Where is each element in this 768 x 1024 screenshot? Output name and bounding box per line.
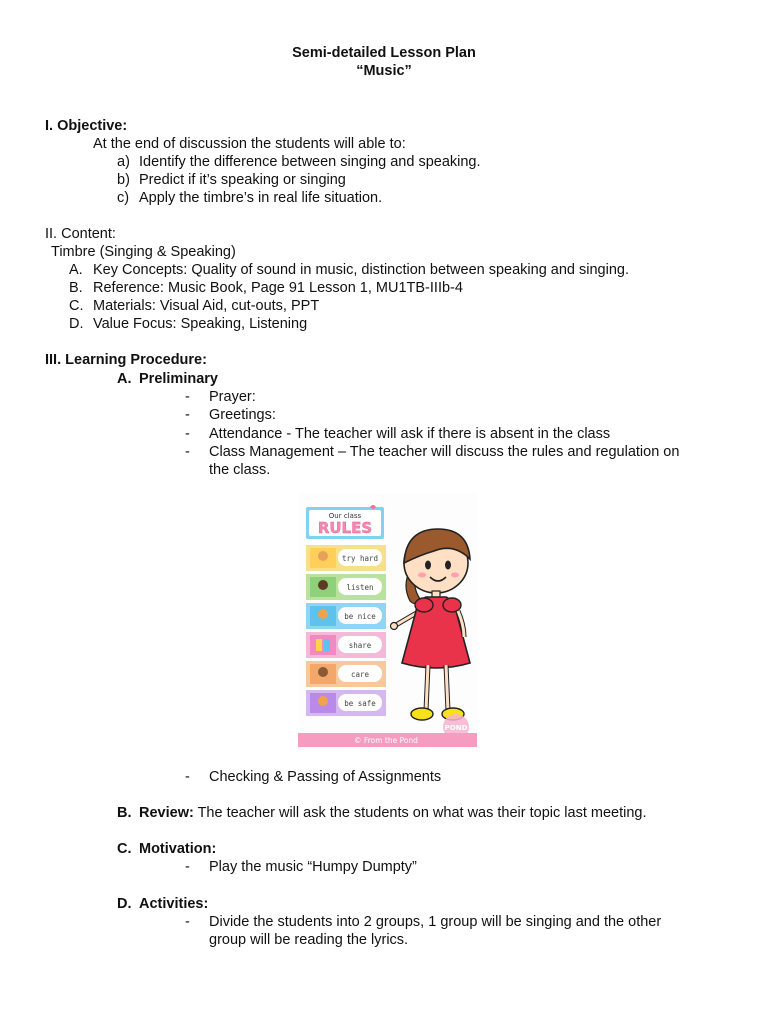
motivation-heading: C. Motivation: — [117, 841, 217, 857]
rule-label: share — [348, 641, 372, 650]
activities-heading: D. Activities: — [117, 896, 209, 912]
content-topic: Timbre (Singing & Speaking) — [51, 244, 236, 260]
girl-illustration — [391, 529, 471, 720]
preliminary-heading: A. Preliminary — [117, 371, 218, 387]
rule-label: listen — [346, 583, 374, 592]
document-title: Semi-detailed Lesson Plan — [292, 45, 476, 61]
preliminary-bullet-continued: the class. — [209, 462, 271, 478]
bullet-dash: - — [185, 426, 190, 442]
rules-header-small: Our class — [328, 512, 362, 520]
preliminary-bullet: Prayer: — [209, 389, 256, 405]
rule-row — [306, 545, 386, 571]
objective-intro: At the end of discussion the students will able to: — [93, 136, 406, 152]
preliminary-bullet: Greetings: — [209, 407, 276, 423]
document-subtitle: “Music” — [356, 63, 412, 79]
content-item: A. Key Concepts: Quality of sound in music, distinction between speaking and singing. — [69, 262, 630, 278]
bullet-dash: - — [185, 444, 190, 460]
preliminary-bullet: Attendance - The teacher will ask if there is absent in the class — [209, 426, 611, 442]
rule-row — [306, 603, 386, 629]
activities-bullet-continued: group will be reading the lyrics. — [209, 932, 409, 948]
rule-row — [306, 632, 386, 658]
credit-text: © From the Pond — [354, 736, 418, 745]
motivation-bullet: Play the music “Humpy Dumpty” — [209, 859, 417, 875]
objective-heading: I. Objective: — [45, 118, 128, 134]
content-item: B. Reference: Music Book, Page 91 Lesson 1, MU1TB-IIIb-4 — [69, 280, 463, 296]
review-item: B. Review: The teacher will ask the students on what was their topic last meeting. — [117, 805, 647, 821]
rule-row — [306, 574, 386, 600]
rule-row — [306, 661, 386, 687]
bullet-dash: - — [185, 389, 190, 405]
bullet-dash: - — [185, 769, 190, 785]
rule-label: be nice — [344, 612, 376, 621]
content-item: D. Value Focus: Speaking, Listening — [69, 316, 308, 332]
rule-label: care — [350, 670, 370, 679]
rule-label: be safe — [344, 699, 376, 708]
rule-row — [306, 690, 386, 716]
objective-item: a) Identify the difference between singing and speaking. — [117, 154, 481, 170]
preliminary-bullet-checking: Checking & Passing of Assignments — [209, 769, 442, 785]
rule-label: try hard — [341, 554, 379, 563]
procedure-heading: III. Learning Procedure: — [45, 352, 207, 368]
content-item: C. Materials: Visual Aid, cut-outs, PPT — [69, 298, 320, 314]
bullet-dash: - — [185, 407, 190, 423]
class-rules-image — [298, 493, 477, 747]
rules-header-big: RULES — [317, 519, 373, 537]
bullet-dash: - — [185, 859, 190, 875]
content-heading: II. Content: — [45, 226, 116, 242]
objective-item: c) Apply the timbre’s in real life situation. — [117, 190, 383, 206]
preliminary-bullet: Class Management – The teacher will discuss the rules and regulation on — [209, 444, 680, 460]
pond-logo-text: POND — [444, 724, 468, 732]
activities-bullet: Divide the students into 2 groups, 1 group will be singing and the other — [209, 914, 662, 930]
objective-item: b) Predict if it’s speaking or singing — [117, 172, 346, 188]
bullet-dash: - — [185, 914, 190, 930]
